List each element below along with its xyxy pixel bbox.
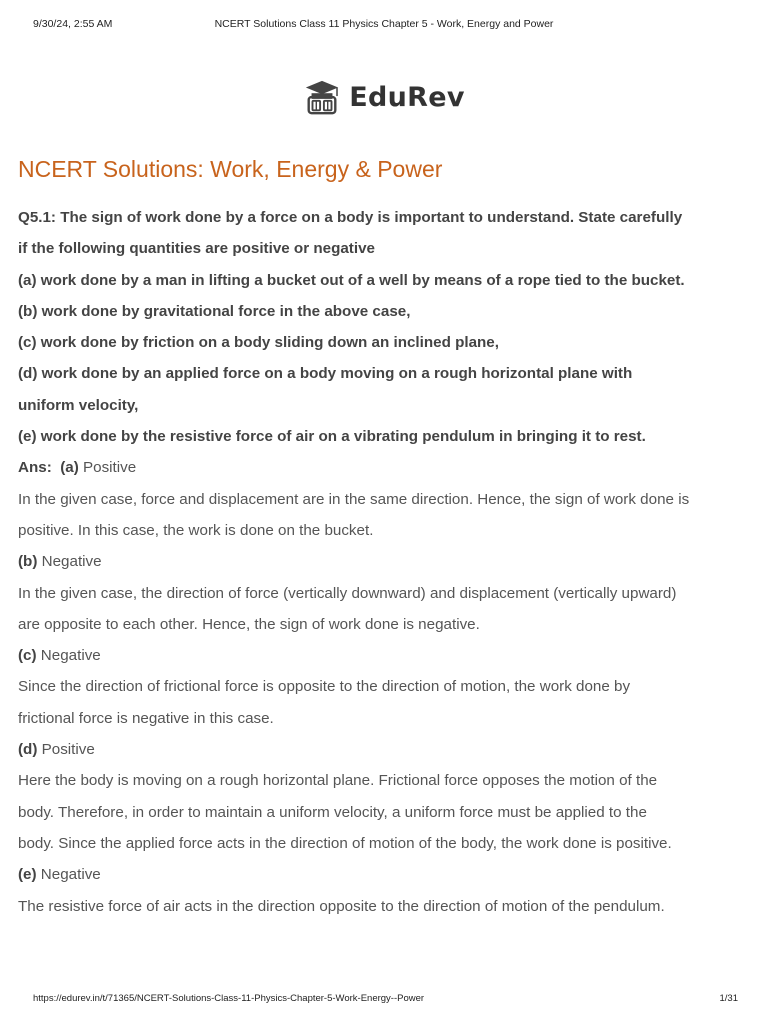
answer-b-explanation: are opposite to each other. Hence, the sign of work done is negative. [18, 615, 480, 633]
page-title: NCERT Solutions: Work, Energy & Power [18, 156, 443, 182]
edurev-logo[interactable] [0, 78, 768, 116]
answer-c-heading [18, 640, 752, 671]
answer-d-value: Positive [41, 741, 95, 759]
question-line: Q5.1: The sign of work done by a force on a body is important to understand. State carefully [18, 209, 683, 226]
document-content [18, 152, 752, 922]
answer-b-label: (b) [18, 553, 38, 571]
print-datetime: 9/30/24, 2:55 AM [33, 18, 113, 30]
question-part-b: (b) work done by gravitational force in the above case, [18, 302, 411, 320]
answer-a-explanation: positive. In this case, the work is done on the bucket. [18, 521, 374, 539]
question-line: if the following quantities are positive or negative [18, 240, 375, 258]
edurev-logo-icon [303, 78, 341, 116]
answer-c-value: Negative [40, 647, 101, 665]
question-part-d: (d) work done by an applied force on a body moving on a rough horizontal plane with [18, 365, 633, 383]
question-part-e: (e) work done by the resistive force of air on a vibrating pendulum in bringing it to rest. [18, 428, 646, 446]
answer-d-label: (d) [18, 741, 38, 759]
answer-b-explanation: In the given case, the direction of force (vertically downward) and displacement (vertically upward) [18, 584, 677, 602]
answer-d-explanation: body. Therefore, in order to maintain a uniform velocity, a uniform force must be applied to the [18, 803, 647, 821]
answer-b-heading [18, 546, 752, 577]
answer-c-explanation: Since the direction of frictional force is opposite to the direction of motion, the work done by [18, 678, 631, 696]
answer-d-explanation: body. Since the applied force acts in the direction of motion of the body, the work done is positive. [18, 834, 672, 852]
page-number: 1/31 [719, 993, 738, 1004]
answer-a-explanation: In the given case, force and displacement are in the same direction. Hence, the sign of work done is [18, 490, 690, 508]
answer-prefix: Ans: [18, 459, 52, 477]
answer-d-heading [18, 734, 752, 765]
answer-c-explanation: frictional force is negative in this case. [18, 709, 274, 727]
print-url[interactable]: https://edurev.in/t/71365/NCERT-Solutions-Class-11-Physics-Chapter-5-Work-Energy--Power [33, 993, 425, 1004]
question-part-d-cont: uniform velocity, [18, 396, 139, 414]
answer-e-heading [18, 859, 752, 890]
answer-e-explanation: The resistive force of air acts in the direction opposite to the direction of motion of the pendulum. [18, 897, 665, 915]
question-part-c: (c) work done by friction on a body sliding down an inclined plane, [18, 334, 499, 352]
answer-e-label: (e) [18, 866, 37, 884]
logo-text: EduRev [349, 81, 465, 113]
answer-e-value: Negative [40, 866, 101, 884]
answer-b-value: Negative [41, 553, 102, 571]
answer-a-value: Positive [83, 459, 137, 477]
answer-d-explanation: Here the body is moving on a rough horizontal plane. Frictional force opposes the motion of the [18, 772, 658, 790]
print-title: NCERT Solutions Class 11 Physics Chapter 5 - Work, Energy and Power [214, 18, 554, 30]
answer-a-heading [18, 452, 752, 483]
answer-c-label: (c) [18, 647, 37, 665]
answer-a-label: (a) [60, 459, 79, 477]
question-part-a: (a) work done by a man in lifting a bucket out of a well by means of a rope tied to the bucket. [18, 271, 685, 289]
